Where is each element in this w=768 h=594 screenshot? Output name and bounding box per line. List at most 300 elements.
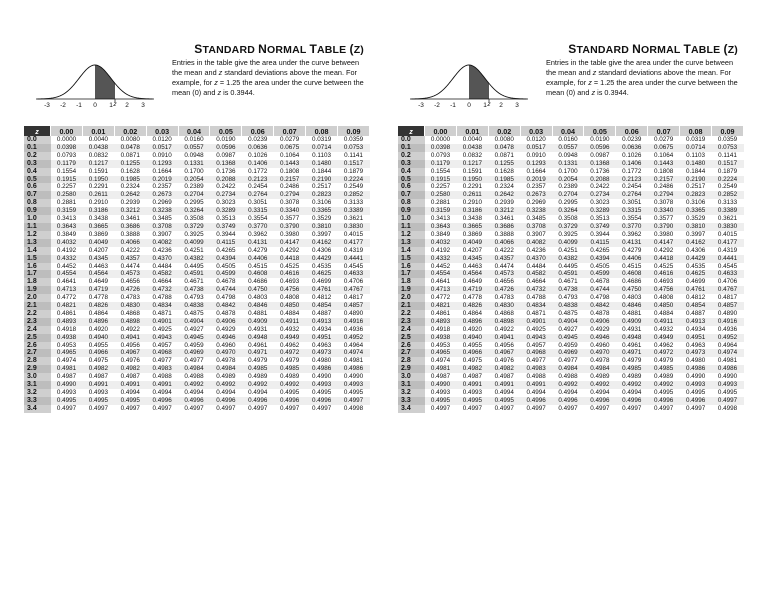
table-cell: 0.3023 [216, 199, 236, 207]
table-cell: 0.4319 [717, 246, 738, 254]
table-cell: 0.4616 [274, 270, 306, 278]
table-cell: 0.4826 [456, 302, 488, 310]
table-cell: 0.4554 [51, 270, 83, 278]
z-row-label: 0.2 [398, 152, 425, 160]
table-cell: 0.1700 [558, 167, 578, 175]
table-cell: 0.3106 [311, 199, 332, 207]
table-row [24, 136, 370, 144]
table-cell: 0.4920 [88, 325, 108, 333]
table-cell: 0.3686 [488, 223, 520, 231]
table-cell: 0.4904 [178, 318, 210, 326]
table-cell: 0.1736 [216, 167, 236, 175]
table-cell: 0.4990 [311, 373, 332, 381]
table-cell: 0.1179 [51, 160, 83, 168]
z-row-label: 0.7 [398, 191, 425, 199]
table-cell: 0.4890 [343, 309, 364, 317]
table-cell: 0.4357 [488, 255, 520, 263]
z-row-label: 2.0 [24, 294, 51, 302]
table-row [24, 286, 370, 294]
curve-tick-label: 1 [109, 102, 113, 108]
table-cell: 0.4955 [462, 341, 482, 349]
table-cell: 0.4803 [622, 294, 642, 302]
z-row-label: 1.6 [398, 263, 425, 271]
table-cell: 0.4916 [338, 318, 370, 326]
table-cell: 0.0675 [274, 144, 306, 152]
table-cell: 0.2019 [146, 176, 178, 184]
table-cell: 0.4995 [311, 389, 332, 396]
table-cell: 0.4974 [712, 349, 744, 357]
table-cell: 0.4884 [654, 309, 674, 317]
table-cell: 0.4222 [494, 246, 514, 254]
table-cell: 0.4830 [114, 302, 146, 310]
table-cell: 0.1985 [488, 176, 520, 184]
table-cell: 0.4573 [114, 270, 146, 278]
z-row-label: 1.1 [398, 223, 425, 231]
table-cell: 0.4834 [146, 302, 178, 310]
table-cell: 0.4699 [311, 278, 332, 286]
z-row-label: 0.6 [398, 183, 425, 191]
curve-tick-label: -2 [434, 102, 440, 108]
table-cell: 0.4251 [184, 246, 204, 254]
table-cell: 0.4633 [712, 270, 744, 278]
table-cell: 0.4726 [114, 286, 146, 294]
z-table [24, 126, 370, 413]
table-cell: 0.0359 [717, 136, 738, 143]
table-cell: 0.4463 [462, 262, 482, 270]
z-row-label: 2.7 [24, 349, 51, 357]
table-cell: 0.4756 [274, 286, 306, 294]
table-cell: 0.4871 [526, 309, 546, 317]
column-header: 0.05 [210, 126, 242, 136]
column-header: 0.06 [242, 126, 274, 136]
table-row [24, 191, 370, 199]
table-cell: 0.2611 [456, 191, 488, 199]
table-cell: 0.1808 [280, 167, 300, 175]
table-cell: 0.0438 [82, 144, 114, 152]
table-cell: 0.3621 [717, 215, 738, 223]
column-header: 0.03 [520, 126, 552, 136]
table-cell: 0.3749 [210, 223, 242, 231]
table-cell: 0.4761 [680, 286, 712, 294]
table-cell: 0.0793 [56, 151, 77, 159]
table-cell: 0.4881 [622, 309, 642, 317]
table-cell: 0.4977 [184, 357, 204, 365]
table-cell: 0.4997 [56, 404, 77, 412]
table-cell: 0.2549 [343, 183, 364, 191]
table-cell: 0.1915 [51, 176, 83, 184]
table-cell: 0.4850 [648, 302, 680, 310]
z-row-label: 0.0 [24, 136, 51, 144]
table-cell: 0.4936 [717, 325, 738, 333]
table-cell: 0.4982 [114, 365, 146, 373]
table-cell: 0.4948 [242, 334, 274, 342]
table-row [24, 176, 370, 184]
table-cell: 0.4996 [178, 397, 210, 405]
table-cell: 0.4798 [590, 294, 610, 302]
table-cell: 0.0398 [425, 144, 457, 152]
z-row-label: 1.5 [24, 255, 51, 263]
table-cell: 0.2881 [56, 199, 77, 207]
table-cell: 0.4783 [120, 294, 140, 302]
table-cell: 0.4982 [82, 365, 114, 373]
table-cell: 0.1591 [88, 167, 108, 175]
table-cell: 0.4750 [242, 286, 274, 294]
table-cell: 0.2054 [178, 176, 210, 184]
table-cell: 0.0793 [430, 151, 451, 159]
table-cell: 0.4678 [590, 278, 610, 286]
table-cell: 0.4985 [242, 365, 274, 373]
table-cell: 0.4927 [184, 325, 204, 333]
table-cell: 0.4906 [210, 318, 242, 326]
table-cell: 0.4788 [526, 294, 546, 302]
table-cell: 0.3770 [242, 223, 274, 231]
table-cell: 0.4732 [146, 286, 178, 294]
table-cell: 0.4778 [462, 294, 482, 302]
table-cell: 0.3513 [216, 215, 236, 223]
table-cell: 0.0120 [152, 136, 172, 143]
table-cell: 0.4918 [430, 325, 451, 333]
table-cell: 0.4656 [120, 278, 140, 286]
table-cell: 0.4984 [552, 365, 584, 373]
table-cell: 0.3513 [590, 215, 610, 223]
table-cell: 0.4996 [648, 397, 680, 405]
table-cell: 0.2910 [88, 199, 108, 207]
table-cell: 0.4989 [280, 373, 300, 381]
table-row [398, 231, 744, 239]
table-cell: 0.4974 [338, 349, 370, 357]
table-cell: 0.4406 [242, 255, 274, 263]
table-cell: 0.3810 [680, 223, 712, 231]
table-cell: 0.4981 [717, 357, 738, 365]
curve-tick-label: -1 [450, 102, 456, 108]
table-cell: 0.4838 [178, 302, 210, 310]
z-row-label: 3.1 [24, 381, 51, 389]
z-row-label: 1.9 [398, 286, 425, 294]
table-row [398, 168, 744, 176]
z-table-header-row [24, 126, 370, 136]
table-cell: 0.4992 [242, 381, 274, 389]
table-cell: 0.4495 [184, 262, 204, 270]
table-cell: 0.2734 [210, 191, 242, 199]
table-cell: 0.4968 [146, 349, 178, 357]
table-cell: 0.3790 [648, 223, 680, 231]
table-cell: 0.4207 [88, 246, 108, 254]
table-cell: 0.4418 [648, 255, 680, 263]
table-cell: 0.4890 [717, 309, 738, 317]
table-cell: 0.4995 [456, 397, 488, 405]
table-cell: 0.4992 [616, 381, 648, 389]
table-cell: 0.2995 [558, 199, 578, 207]
table-cell: 0.1141 [344, 151, 363, 159]
table-cell: 0.4941 [488, 334, 520, 342]
table-cell: 0.4881 [248, 309, 268, 317]
table-cell: 0.4992 [274, 381, 306, 389]
table-cell: 0.4989 [216, 373, 236, 381]
table-cell: 0.1293 [520, 160, 552, 168]
table-row [24, 255, 370, 263]
table-cell: 0.4997 [462, 404, 482, 412]
table-cell: 0.3869 [462, 230, 482, 238]
table-cell: 0.2549 [717, 183, 738, 191]
table-cell: 0.4913 [680, 318, 712, 326]
table-cell: 0.4983 [520, 365, 552, 373]
table-cell: 0.3051 [622, 199, 642, 207]
table-row [24, 152, 370, 160]
table-cell: 0.4996 [242, 397, 274, 405]
table-cell: 0.4616 [648, 270, 680, 278]
table-row [398, 263, 744, 271]
table-row [24, 381, 370, 389]
table-cell: 0.2257 [56, 183, 77, 191]
table-cell: 0.2673 [146, 191, 178, 199]
table-cell: 0.3925 [558, 230, 578, 238]
table-cell: 0.2486 [280, 183, 300, 191]
table-row [24, 365, 370, 373]
table-cell: 0.4977 [152, 357, 172, 365]
table-cell: 0.4292 [280, 246, 300, 254]
table-cell: 0.1591 [462, 167, 482, 175]
table-cell: 0.2580 [425, 191, 457, 199]
table-cell: 0.4625 [680, 270, 712, 278]
table-cell: 0.1480 [306, 160, 338, 168]
z-row-label: 0.3 [24, 160, 51, 168]
table-cell: 0.1915 [425, 176, 457, 184]
z-row-label: 1.6 [24, 263, 51, 271]
table-cell: 0.0478 [114, 144, 146, 152]
table-cell: 0.4985 [274, 365, 306, 373]
table-cell: 0.4788 [152, 294, 172, 302]
z-row-label: 0.4 [24, 168, 51, 176]
z-row-label: 0.6 [24, 183, 51, 191]
table-cell: 0.1443 [274, 160, 306, 168]
table-cell: 0.4988 [184, 373, 204, 381]
table-cell: 0.4884 [280, 309, 300, 317]
table-cell: 0.4980 [685, 357, 706, 365]
table-cell: 0.4995 [343, 389, 364, 396]
z-row-label: 1.3 [24, 239, 51, 247]
table-cell: 0.4995 [51, 397, 83, 405]
table-cell: 0.4990 [717, 373, 738, 381]
table-cell: 0.4992 [178, 381, 210, 389]
table-cell: 0.4686 [248, 278, 268, 286]
table-row [398, 270, 744, 278]
z-row-label: 2.9 [398, 365, 425, 373]
table-cell: 0.4974 [430, 357, 451, 365]
table-cell: 0.4713 [425, 286, 457, 294]
table-row [398, 199, 744, 207]
table-cell: 0.4948 [616, 334, 648, 342]
table-cell: 0.1844 [311, 167, 332, 175]
table-cell: 0.4975 [462, 357, 482, 365]
table-row [24, 160, 370, 168]
table-cell: 0.4993 [306, 381, 338, 389]
table-cell: 0.3980 [654, 230, 674, 238]
z-row-label: 0.8 [24, 199, 51, 207]
table-cell: 0.0040 [462, 136, 482, 143]
table-cell: 0.1103 [686, 151, 705, 159]
table-cell: 0.0190 [216, 136, 236, 143]
table-cell: 0.4940 [456, 334, 488, 342]
table-cell: 0.4082 [146, 239, 178, 247]
table-cell: 0.0279 [654, 136, 674, 143]
table-cell: 0.4911 [648, 318, 680, 326]
table-cell: 0.4970 [210, 349, 242, 357]
z-table-header-row [398, 126, 744, 136]
table-cell: 0.4991 [488, 381, 520, 389]
z-row-label: 2.2 [24, 310, 51, 318]
table-row [398, 136, 744, 144]
table-cell: 0.4955 [88, 341, 108, 349]
table-cell: 0.4066 [114, 239, 146, 247]
table-row [24, 342, 370, 350]
table-cell: 0.4988 [152, 373, 172, 381]
table-cell: 0.2734 [584, 191, 616, 199]
table-cell: 0.3389 [712, 207, 744, 215]
table-cell: 0.4943 [520, 334, 552, 342]
z-row-label: 1.8 [24, 278, 51, 286]
table-cell: 0.4279 [248, 246, 268, 254]
table-cell: 0.4989 [590, 373, 610, 381]
table-cell: 0.4826 [82, 302, 114, 310]
table-cell: 0.3849 [430, 230, 451, 238]
column-header: 0.03 [146, 126, 178, 136]
table-cell: 0.2823 [680, 191, 712, 199]
table-cell: 0.4738 [178, 286, 210, 294]
table-cell: 0.0040 [88, 136, 108, 143]
table-cell: 0.0239 [248, 136, 268, 143]
curve-tick-label: 0 [93, 102, 97, 108]
table-cell: 0.3529 [311, 215, 332, 223]
table-cell: 0.4916 [712, 318, 744, 326]
z-column-header: z [24, 126, 51, 136]
table-cell: 0.0359 [343, 136, 364, 143]
table-cell: 0.4987 [462, 373, 482, 381]
table-cell: 0.4812 [685, 294, 706, 302]
table-cell: 0.4997 [494, 404, 514, 412]
table-cell: 0.0557 [552, 144, 584, 152]
table-cell: 0.3944 [590, 230, 610, 238]
table-cell: 0.4582 [146, 270, 178, 278]
table-cell: 0.4394 [584, 255, 616, 263]
table-cell: 0.4967 [114, 349, 146, 357]
table-cell: 0.1443 [648, 160, 680, 168]
table-cell: 0.4032 [51, 239, 83, 247]
table-cell: 0.4962 [280, 341, 300, 349]
table-cell: 0.2224 [338, 176, 370, 184]
column-header: 0.04 [178, 126, 210, 136]
table-cell: 0.4995 [425, 397, 457, 405]
table-cell: 0.1985 [114, 176, 146, 184]
z-row-label: 3.3 [398, 397, 425, 405]
table-cell: 0.4993 [56, 389, 77, 396]
table-row [398, 191, 744, 199]
table-cell: 0.4970 [584, 349, 616, 357]
table-cell: 0.4732 [520, 286, 552, 294]
table-cell: 0.2881 [430, 199, 451, 207]
table-cell: 0.4966 [82, 349, 114, 357]
table-cell: 0.4961 [622, 341, 642, 349]
table-cell: 0.4441 [338, 255, 370, 263]
table-cell: 0.4345 [82, 255, 114, 263]
table-cell: 0.3577 [280, 215, 300, 223]
table-cell: 0.4429 [306, 255, 338, 263]
table-row [398, 255, 744, 263]
table-cell: 0.0319 [685, 136, 706, 143]
table-cell: 0.4995 [654, 389, 674, 396]
table-cell: 0.1255 [488, 160, 520, 168]
z-row-label: 2.2 [398, 310, 425, 318]
z-row-label: 1.4 [398, 247, 425, 255]
table-cell: 0.4989 [248, 373, 268, 381]
standard-normal-table-panel-right [398, 0, 744, 594]
table-cell: 0.0000 [56, 136, 77, 143]
table-row [398, 397, 744, 405]
table-cell: 0.4671 [558, 278, 578, 286]
table-cell: 0.1554 [430, 167, 451, 175]
table-cell: 0.2054 [552, 176, 584, 184]
table-cell: 0.4868 [494, 309, 514, 317]
table-cell: 0.2454 [248, 183, 268, 191]
table-cell: 0.3078 [654, 199, 674, 207]
table-cell: 0.4979 [654, 357, 674, 365]
table-cell: 0.1517 [338, 160, 370, 168]
table-cell: 0.4996 [616, 397, 648, 405]
table-cell: 0.4854 [680, 302, 712, 310]
table-cell: 0.4370 [146, 255, 178, 263]
table-row [24, 357, 370, 365]
table-cell: 0.3340 [648, 207, 680, 215]
table-row [398, 144, 744, 152]
z-row-label: 1.9 [24, 286, 51, 294]
table-cell: 0.4967 [488, 349, 520, 357]
table-cell: 0.4893 [425, 318, 457, 326]
table-cell: 0.4949 [274, 334, 306, 342]
table-cell: 0.4985 [648, 365, 680, 373]
table-cell: 0.4641 [430, 278, 451, 286]
table-cell: 0.4992 [584, 381, 616, 389]
table-cell: 0.2454 [622, 183, 642, 191]
table-cell: 0.3289 [210, 207, 242, 215]
table-cell: 0.4726 [488, 286, 520, 294]
table-cell: 0.4564 [456, 270, 488, 278]
table-cell: 0.4582 [520, 270, 552, 278]
table-cell: 0.4980 [311, 357, 332, 365]
table-cell: 0.4982 [456, 365, 488, 373]
table-cell: 0.0596 [210, 144, 242, 152]
table-cell: 0.4964 [717, 341, 738, 349]
table-cell: 0.2357 [526, 183, 546, 191]
table-cell: 0.4332 [51, 255, 83, 263]
table-cell: 0.4370 [520, 255, 552, 263]
table-row [24, 397, 370, 405]
z-row-label: 2.5 [398, 334, 425, 342]
table-cell: 0.3888 [494, 230, 514, 238]
table-cell: 0.4997 [558, 404, 578, 412]
curve-tick-label: -2 [60, 102, 66, 108]
table-cell: 0.4857 [712, 302, 744, 310]
table-cell: 0.3186 [82, 207, 114, 215]
column-header: 0.09 [338, 126, 370, 136]
table-row [398, 152, 744, 160]
table-cell: 0.4976 [494, 357, 514, 365]
table-cell: 0.3289 [584, 207, 616, 215]
table-cell: 0.2995 [184, 199, 204, 207]
table-cell: 0.3708 [146, 223, 178, 231]
table-cell: 0.3925 [184, 230, 204, 238]
table-cell: 0.4887 [685, 309, 706, 317]
table-cell: 0.3186 [456, 207, 488, 215]
z-row-label: 3.0 [398, 373, 425, 381]
